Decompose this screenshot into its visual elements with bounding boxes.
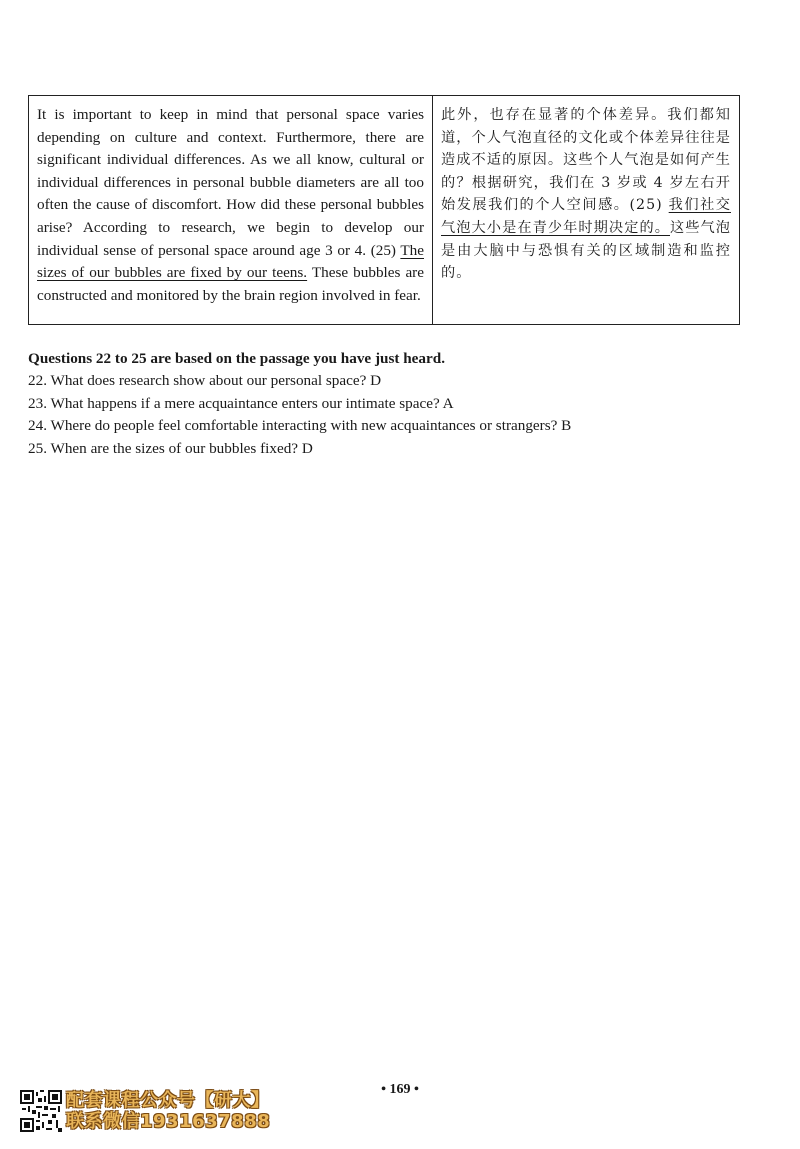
question-item: 24. Where do people feel comfortable interacting with new acquaintances or strangers? B [28,417,572,435]
watermark-line-2: 联系微信1931637888 [66,1111,271,1132]
qr-code-icon [20,1090,62,1132]
chinese-text-before: 此外，也存在显著的个体差异。我们都知道，个人气泡直径的文化或个体差异往往是造成不适的原因。这些个人气泡是如何产生的？根据研究，我们在 3 岁或 4 岁左右开始发展我们的个人空间感。(25) [441,107,731,214]
english-text-before: It is important to keep in mind that personal space varies depending on culture and context. Furthermore, there are significant individual differences. As we all know, cultural or individual differences in personal bubble diameters are all too often the cause of discomfort. How did these personal bubbles arise? According to research, we begin to develop our individual sense of personal space around age 3 or 4. (25) [37,106,424,259]
question-item: 22. What does research show about our personal space? D [28,372,382,390]
english-text-after: These bubbles are constructed and monitored by the brain region involved in fear. [37,264,424,304]
chinese-answer-underline: 我们社交气泡大小是在青少年时期决定的。 [441,197,731,236]
questions-section [28,348,768,460]
watermark-text [66,1090,336,1132]
bilingual-passage-table [28,95,740,325]
question-item: 23. What happens if a mere acquaintance enters our intimate space? A [28,394,454,412]
watermark-line-1: 配套课程公众号【研大】 [66,1090,270,1111]
english-answer-underline: The sizes of our bubbles are fixed by our teens. [37,241,424,282]
chinese-text-after: 这些气泡是由大脑中与恐惧有关的区域制造和监控的。 [441,219,731,282]
english-passage-cell [29,96,433,324]
questions-heading: Questions 22 to 25 are based on the passage you have just heard. [28,350,445,367]
page-number: • 169 • [381,1082,419,1097]
question-item: 25. When are the sizes of our bubbles fixed? D [28,439,313,457]
chinese-translation-cell [433,96,739,324]
